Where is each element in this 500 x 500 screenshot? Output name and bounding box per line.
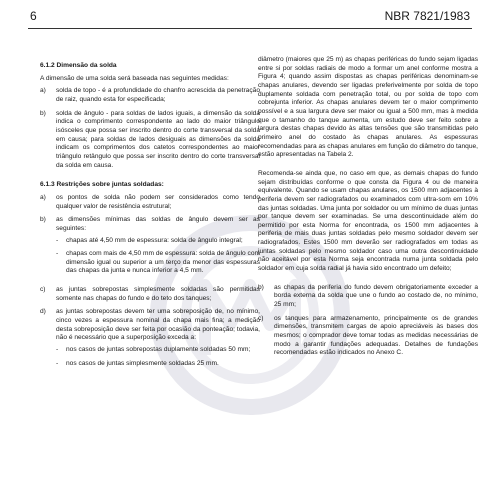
list-item <box>40 110 260 171</box>
item-text: as juntas sobrepostas devem ter uma sobreposição de, no mínimo, cinco vezes a espessura nominal da chapa mais fina; a medição desta sobreposição deve ser feita por ocasião da ponteação; todavia, não é necessário que a superposição exceda a: <box>56 308 260 342</box>
item-label: b) <box>40 109 46 117</box>
list-item <box>258 315 478 358</box>
sub-item-text: nos casos de juntas simplesmente soldadas 25 mm. <box>66 359 219 367</box>
item-text: as chapas da periferia do fundo devem obrigatoriamente exceder a borda externa da solda que une o fundo ao costado de, no mínimo, 25 mm; <box>274 283 478 309</box>
list-item <box>40 87 260 104</box>
sub-item: - nos casos de juntas simplesmente soldadas 25 mm. <box>56 360 260 369</box>
list-item <box>40 194 260 211</box>
item-text: as juntas sobrepostas simplesmente soldadas são permitidas somente nas chapas do fundo e do teto dos tanques; <box>56 286 260 302</box>
item-text: as dimensões mínimas das soldas de ângulo devem ser as seguintes: <box>56 216 260 232</box>
list-item <box>40 308 260 373</box>
sub-item: - nos casos de juntas sobrepostas duplamente soldadas 50 mm; <box>56 346 260 355</box>
item-text: os tanques para armazenamento, principalmente os de grandes dimensões, transmitem cargas de apoio apreciáveis às bases dos mesmos; o comprador deve tomar todas as medidas necessárias de modo a garantir fundações adequadas. Detalhes de fundações recomendadas estão indicados no Anexo C. <box>274 314 478 357</box>
section-heading-6-1-3: 6.1.3 Restrições sobre juntas soldadas: <box>40 181 164 189</box>
list-item <box>40 286 260 303</box>
section-heading-6-1-2: 6.1.2 Dimensão da solda <box>40 62 117 69</box>
right-column <box>258 56 478 363</box>
left-column <box>40 62 260 378</box>
sub-item-text: nos casos de juntas sobrepostas duplamente soldadas 50 mm; <box>66 346 251 354</box>
item-label: b) <box>258 283 264 291</box>
page-number: 6 <box>30 9 37 23</box>
sub-item: - chapas com mais de 4,50 mm de espessura: solda de ângulo com dimensão igual ou superior a um terço da menor das espessuras das chapas da junta e nunca inferior a 4,5 mm. <box>56 250 260 275</box>
sub-item-text: chapas até 4,50 mm de espessura: solda de ângulo integral; <box>66 236 243 244</box>
item-label: b) <box>40 216 46 224</box>
item-text: solda de topo - é a profundidade do chanfro acrescida da penetração de raiz, quando esta for especificada; <box>56 87 260 103</box>
header-rule <box>28 28 472 29</box>
list-item <box>40 216 260 281</box>
item-label: c) <box>258 314 264 322</box>
item-label: d) <box>40 308 46 316</box>
list-item <box>258 284 478 310</box>
item-label: a) <box>40 193 46 201</box>
paragraph: A dimensão de uma solda será baseada nas seguintes medidas: <box>40 74 229 82</box>
document-id: NBR 7821/1983 <box>384 9 470 23</box>
item-text: os pontos de solda não podem ser considerados como tendo qualquer valor de resistência estrutural; <box>56 193 260 210</box>
sub-item-text: chapas com mais de 4,50 mm de espessura: solda de ângulo com dimensão igual ou superior a um terço da menor das espessuras das chapas da junta e nunca inferior a 4,5 mm. <box>66 250 260 275</box>
paragraph: diâmetro (maiores que 25 m) as chapas periféricas do fundo sejam ligadas entre si por soldas radiais de modo a formar um anel conforme mostra a Figura 4; quando assim dispostas as chapas periféricas denominam-se chapas anulares, devendo ser ligadas preferivelmente por solda de topo duplamente soldada com penetração total, ou por solda de topo com cobrejunta inferior. As chapas anulares devem ter o maior comprimento possível e a sua largura deve ser maior ou igual a 500 mm, mas à medida que o tamanho do tanque aumenta, um estudo deve ser feito sobre a largura destas chapas devido às altas tensões que são transmitidas pelo primeiro anel do costado às chapas anulares. As espessuras recomendadas para as chapas anulares em função do diâmetro do tanque, estão apresentadas na Tabela 2. <box>258 56 478 159</box>
paragraph: Recomenda-se ainda que, no caso em que, as demais chapas do fundo sejam distribuídas conforme o que consta da Figura 4 ou de maneira equivalente. Quando se usam chapas anulares, os 1500 mm adjacentes à periferia devem ser radiografados ou examinados com ultra-som em 10% das juntas soldadas. Uma junta por soldador ou um mínimo de duas juntas por tanque devem ser examinadas. Se uma descontinuidade além do permitido por esta Norma for encontrada, os 1500 mm adjacentes à periferia de mais duas juntas soldadas pelo mesmo soldador devem ser radiografados. Estes 1500 mm deverão ser radiografados em todas as juntas soldadas pelo mesmo soldador caso uma outra descontinuidade não aceitável por esta Norma seja encontrada numa junta soldada pelo soldador em cuja solda radial já havia sido encontrado um defeito; <box>258 169 478 273</box>
item-text: solda de ângulo - para soldas de lados iguais, a dimensão da solda indica o comprimento correspondente ao lado do maior triângulo isósceles que possa ser inscrito dentro do corte transversal da solda em causa; para soldas de lados desiguais as dimensões da solda indicam os comprimentos dos catetos correspondentes ao maior triângulo retângulo que possa ser inscrito dentro do corte transversal da solda em causa. <box>56 109 260 169</box>
sub-item: - chapas até 4,50 mm de espessura: solda de ângulo integral; <box>56 237 260 246</box>
item-label: a) <box>40 87 46 95</box>
item-label: c) <box>40 286 46 294</box>
